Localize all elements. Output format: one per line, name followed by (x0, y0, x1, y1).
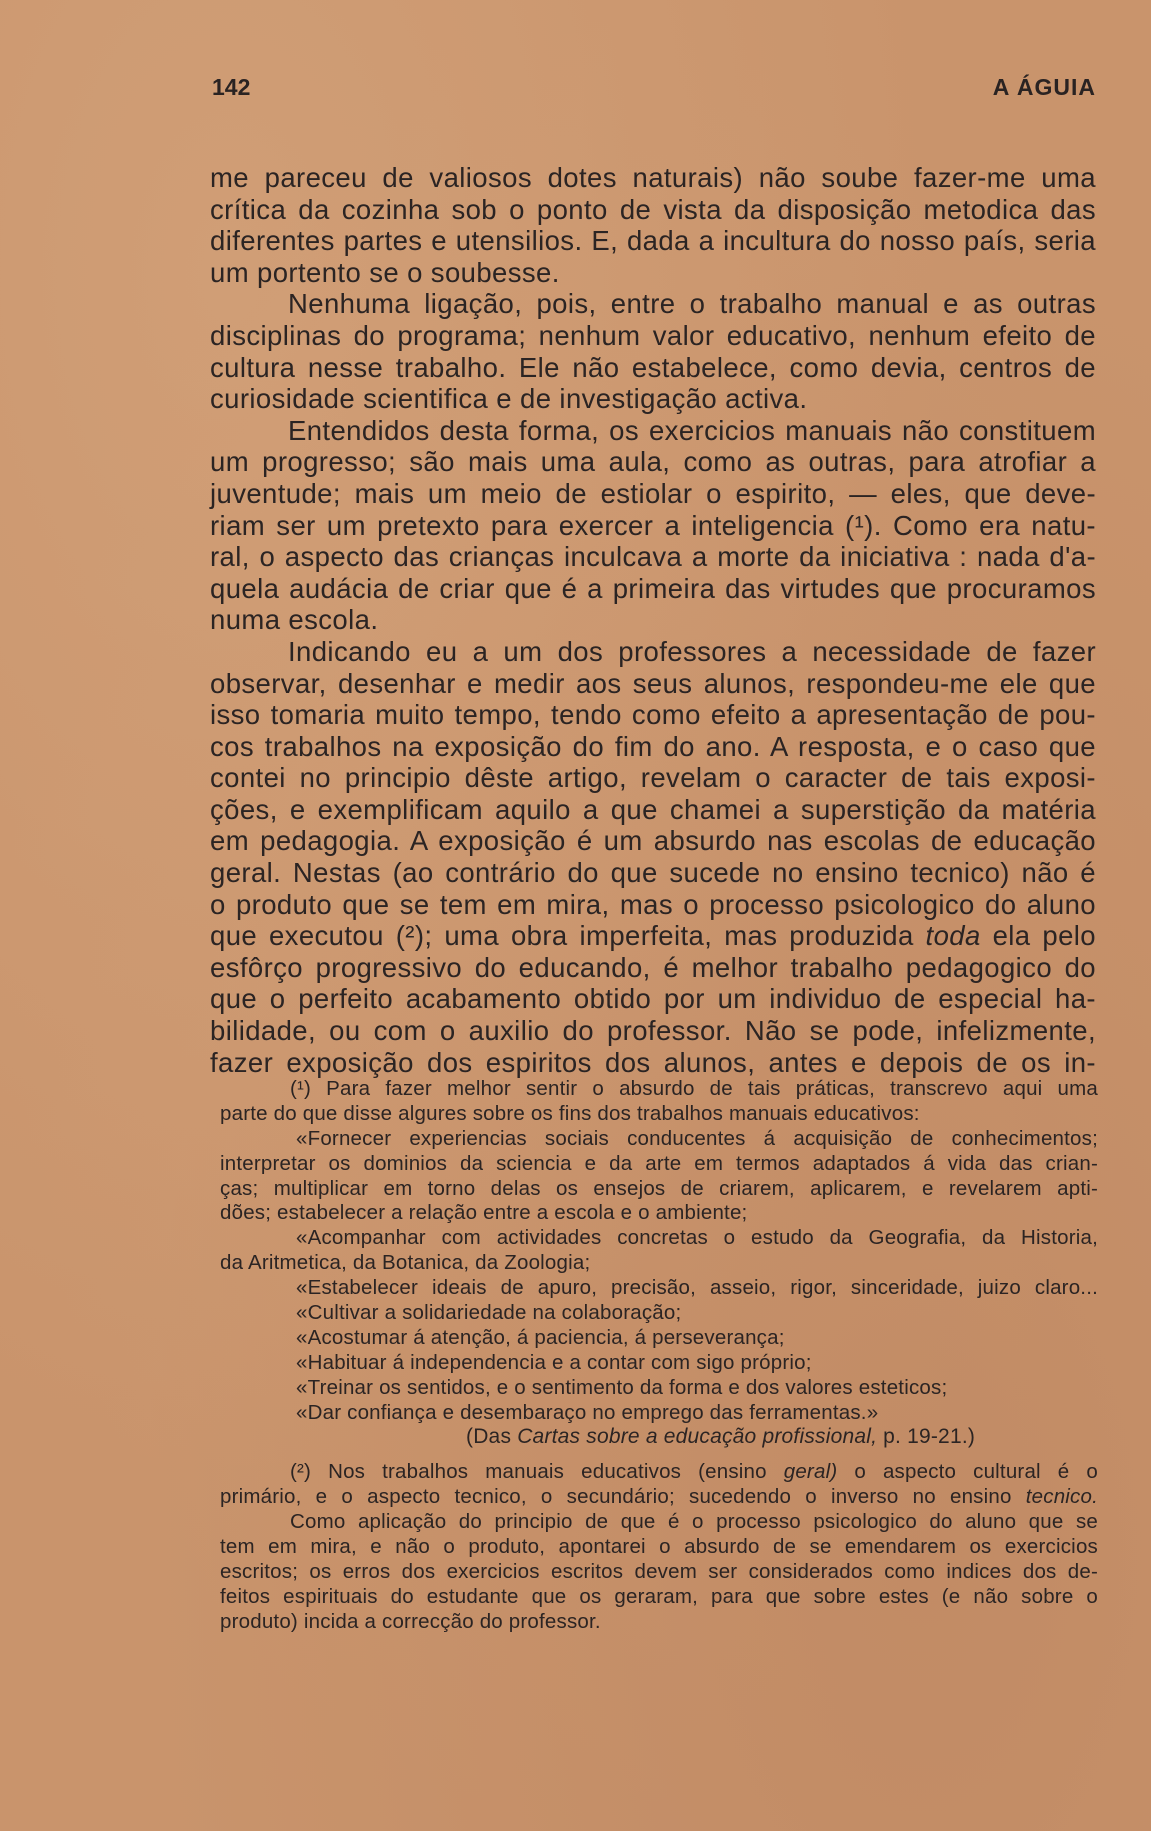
text-fragment: o aspecto cultural é o (837, 1460, 1098, 1484)
text-line: bilidade, ou com o auxilio do professor. Não se pode, infelizmente, (210, 1015, 1096, 1047)
text-line: numa escola. (210, 604, 379, 636)
source-text: (Das (466, 1425, 518, 1449)
text-line: cultura nesse trabalho. Ele não estabelece, como devia, centros de (210, 351, 1096, 383)
text-line: disciplinas do programa; nenhum valor educativo, nenhum efeito de (210, 319, 1096, 351)
footnote-line: tem em mira, e não o produto, apontarei o absurdo de se emendarem os exercicios (220, 1535, 1098, 1559)
footnote-line (220, 1485, 1098, 1510)
running-head: A ÁGUIA (992, 74, 1096, 100)
footnote-line: produto) incida a correcção do professor. (220, 1609, 601, 1633)
text-line-with-italic (210, 920, 1096, 952)
text-line: em pedagogia. A exposição é um absurdo nas escolas de educação (210, 825, 1096, 857)
footnote-line: «Cultivar a solidariedade na colaboração; (296, 1301, 682, 1325)
footnote-line: Como aplicação do principio de que é o processo psicologico do aluno que se (290, 1510, 1098, 1534)
text-line: juventude; mais um meio de estiolar o espirito, — eles, que deve- (210, 477, 1096, 509)
text-line: cos trabalhos na exposição do fim do ano. A resposta, e o caso que (210, 730, 1096, 762)
footnote-line: «Dar confiança e desembaraço no emprego das ferramentas.» (296, 1400, 879, 1424)
footnote-source (220, 1425, 1098, 1450)
footnote-line: da Aritmetica, da Botanica, da Zoologia; (220, 1251, 591, 1275)
footnote-line: dões; estabelecer a relação entre a escola e o ambiente; (220, 1201, 748, 1225)
footnotes (220, 1077, 1098, 1635)
footnote-line: (¹) Para fazer melhor sentir o absurdo de tais práticas, transcrevo aqui uma (290, 1077, 1098, 1100)
italic-word: tecnico. (1025, 1485, 1098, 1509)
text-line: um progresso; são mais uma aula, como as outras, para atrofiar a (210, 446, 1096, 478)
footnote-line: «Habituar á independencia e a contar com sigo próprio; (296, 1350, 812, 1374)
text-line: Indicando eu a um dos professores a necessidade de fazer (288, 635, 1096, 667)
text-line: geral. Nestas (ao contrário do que sucede no ensino tecnico) não é (210, 857, 1096, 889)
text-line: ções, e exemplificam aquilo a que chamei a superstição da matéria (210, 793, 1096, 825)
text-line: que o perfeito acabamento obtido por um individuo de especial ha- (210, 983, 1096, 1015)
text-fragment: ela pelo (980, 920, 1096, 952)
footnote-line: feitos espirituais do estudante que os geraram, para que sobre estes (e não sobre o (220, 1584, 1098, 1608)
text-line: Entendidos desta forma, os exercicios manuais não constituem (288, 414, 1096, 446)
text-line: riam ser um pretexto para exercer a inteligencia (¹). Como era natu- (210, 509, 1096, 541)
text-line: curiosidade scientifica e de investigação activa. (210, 383, 808, 415)
italic-word: toda (925, 920, 981, 952)
footnote-line (220, 1460, 1098, 1485)
footnote-line: «Acostumar á atenção, á paciencia, á perseverança; (296, 1325, 785, 1349)
text-line: um portento se o soubesse. (210, 256, 560, 288)
text-line: crítica da cozinha sob o ponto de vista da disposição metodica das (210, 193, 1096, 225)
footnote-2 (220, 1460, 1098, 1634)
footnote-line: interpretar os dominios da sciencia e da arte em termos adaptados á vida das crian- (220, 1151, 1098, 1175)
text-line: o produto que se tem em mira, mas o processo psicologico do aluno (210, 888, 1096, 920)
footnote-line: ças; multiplicar em torno delas os ensejos de criarem, aplicarem, e revelarem apti- (220, 1176, 1098, 1200)
footnote-line: «Treinar os sentidos, e o sentimento da forma e dos valores esteticos; (296, 1375, 948, 1399)
main-text (210, 162, 1096, 1078)
italic-word: geral) (783, 1460, 838, 1484)
text-line: diferentes partes e utensilios. E, dada a incultura do nosso país, seria (210, 225, 1096, 257)
footnote-gap (220, 1450, 1098, 1460)
text-line: isso tomaria muito tempo, tendo como efeito a apresentação de pou- (210, 699, 1096, 731)
footnote-line: «Estabelecer ideais de apuro, precisão, asseio, rigor, sinceridade, juizo claro... (296, 1276, 1098, 1300)
text-line: quela audácia de criar que é a primeira das virtudes que procuramos (210, 572, 1096, 604)
source-title: Cartas sobre a educação profissional, (517, 1425, 878, 1449)
text-line: contei no principio dêste artigo, revelam o caracter de tais exposi- (210, 762, 1096, 794)
text-line: fazer exposição dos espiritos dos alunos, antes e depois de os in- (210, 1046, 1096, 1078)
footnote-line: escritos; os erros dos exercicios escritos devem ser considerados como indices dos de- (220, 1559, 1098, 1583)
text-line: Nenhuma ligação, pois, entre o trabalho manual e as outras (288, 288, 1096, 320)
text-fragment: primário, e o aspecto tecnico, o secundário; sucedendo o inverso no ensino (220, 1485, 1026, 1509)
source-text: p. 19-21.) (877, 1425, 976, 1449)
footnote-line: parte do que disse algures sobre os fins dos trabalhos manuais educativos: (220, 1101, 920, 1125)
page-number: 142 (212, 74, 251, 100)
text-line: ral, o aspecto das crianças inculcava a morte da iniciativa : nada d'a- (210, 541, 1096, 573)
footnote-1 (220, 1077, 1098, 1450)
text-line: esfôrço progressivo do educando, é melhor trabalho pedagogico do (210, 951, 1096, 983)
text-line: observar, desenhar e medir aos seus alunos, respondeu-me ele que (210, 667, 1096, 699)
text-line: me pareceu de valiosos dotes naturais) não soube fazer-me uma (210, 162, 1096, 193)
text-fragment: que executou (²); uma obra imperfeita, mas produzida (210, 920, 926, 952)
text-fragment: (²) Nos trabalhos manuais educativos (ensino (290, 1460, 784, 1484)
footnote-line: «Acompanhar com actividades concretas o estudo da Geografia, da Historia, (296, 1226, 1098, 1250)
footnote-line: «Fornecer experiencias sociais conducentes á acquisição de conhecimentos; (296, 1126, 1098, 1150)
page-header (212, 74, 1096, 110)
